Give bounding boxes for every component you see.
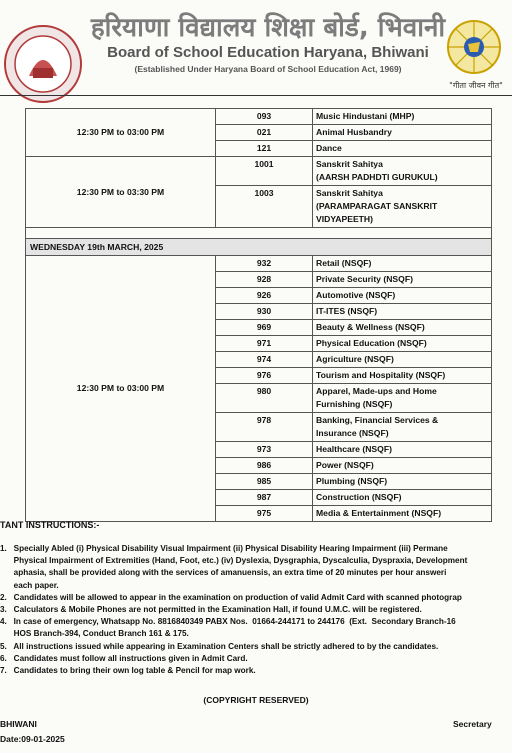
subject-code: 930	[216, 304, 313, 320]
subject-code: 978	[216, 413, 313, 442]
subject-name	[313, 490, 492, 506]
exam-schedule-table	[25, 108, 492, 522]
subject-line: Healthcare (NSQF)	[316, 444, 392, 454]
subject-code: 1001	[216, 157, 313, 186]
subject-name	[313, 157, 492, 186]
exam-date: WEDNESDAY 19th MARCH, 2025	[26, 239, 492, 256]
subject-line: Banking, Financial Services &	[316, 415, 439, 425]
spacer-row	[26, 228, 492, 239]
subject-name	[313, 288, 492, 304]
instruction-line: Physical Impairment of Extremities (Hand, Foot, etc.) (iv) Dyslexia, Dysgraphia, Dyscalculia, Dyspraxia, Development	[0, 556, 468, 566]
instruction-line: 6. Candidates must follow all instructions given in Admit Card.	[0, 653, 248, 663]
subject-name	[313, 442, 492, 458]
time-cell: 12:30 PM to 03:30 PM	[26, 157, 216, 228]
subject-name: Dance	[313, 141, 492, 157]
subject-line: Beauty & Wellness (NSQF)	[316, 322, 425, 332]
subject-line: (AARSH PADHDTI GURUKUL)	[316, 172, 438, 182]
subject-name	[313, 186, 492, 228]
subject-line: Insurance (NSQF)	[316, 428, 389, 438]
subject-name	[313, 368, 492, 384]
subject-line: Power (NSQF)	[316, 460, 374, 470]
board-english-title: Board of School Education Haryana, Bhiwani	[107, 44, 429, 61]
subject-line: Agriculture (NSQF)	[316, 354, 394, 364]
instructions-title: TANT INSTRUCTIONS:-	[0, 520, 100, 530]
subject-name	[313, 413, 492, 442]
subject-line: Apparel, Made-ups and Home	[316, 386, 437, 396]
subject-code: 969	[216, 320, 313, 336]
day-heading-row	[26, 239, 492, 256]
subject-code: 926	[216, 288, 313, 304]
subject-name	[313, 506, 492, 522]
subject-code: 986	[216, 458, 313, 474]
time-cell: 12:30 PM to 03:00 PM	[26, 256, 216, 522]
subject-name	[313, 304, 492, 320]
subject-code: 974	[216, 352, 313, 368]
instruction-line: 4. In case of emergency, Whatsapp No. 8816840349 PABX Nos. 01664-244171 to 244176 (Ext. Secondary Branch-16	[0, 617, 456, 627]
subject-code: 928	[216, 272, 313, 288]
subject-line: Sanskrit Sahitya	[316, 159, 383, 169]
signatory: Secretary	[453, 719, 492, 729]
subject-name	[313, 336, 492, 352]
subject-line: (PARAMPARAGAT SANSKRIT	[316, 201, 438, 211]
subject-name	[313, 272, 492, 288]
subject-line: Furnishing (NSQF)	[316, 399, 393, 409]
subject-line: Sanskrit Sahitya	[316, 188, 383, 198]
instructions-list	[0, 543, 512, 677]
subject-line: Media & Entertainment (NSQF)	[316, 508, 442, 518]
subject-line: VIDYAPEETH)	[316, 214, 373, 224]
subject-code: 1003	[216, 186, 313, 228]
table-row	[26, 256, 492, 272]
time-cell: 12:30 PM to 03:00 PM	[26, 109, 216, 157]
copyright-note: (COPYRIGHT RESERVED)	[203, 695, 309, 705]
subject-line: Physical Education (NSQF)	[316, 338, 427, 348]
subject-line: Construction (NSQF)	[316, 492, 402, 502]
subject-name	[313, 352, 492, 368]
subject-code: 932	[216, 256, 313, 272]
subject-name	[313, 474, 492, 490]
table-row	[26, 157, 492, 186]
instruction-line: 2. Candidates will be allowed to appear in the examination on production of valid Admit Card with scanned photograp	[0, 592, 462, 602]
place: BHIWANI	[0, 719, 37, 729]
motto: "गीता जीवन गीत"	[449, 81, 503, 90]
gita-chariot-emblem	[438, 18, 510, 76]
subject-code: 971	[216, 336, 313, 352]
subject-code: 093	[216, 109, 313, 125]
instruction-line: 1. Specially Abled (i) Physical Disability Visual Impairment (ii) Physical Disability Hearing Impairment (iii) Permane	[0, 544, 448, 553]
subject-line: Tourism and Hospitality (NSQF)	[316, 370, 446, 380]
subject-name	[313, 384, 492, 413]
table-row	[26, 228, 492, 239]
instruction-line: 5. All instructions issued while appearing in Examination Centers shall be strictly adhered to by the candidates.	[0, 641, 439, 651]
subject-name	[313, 256, 492, 272]
subject-name	[313, 458, 492, 474]
subject-name: Animal Husbandry	[313, 125, 492, 141]
subject-name	[313, 320, 492, 336]
issue-date: Date:09-01-2025	[0, 734, 65, 744]
schedule-block-2	[26, 256, 492, 522]
board-seal-logo	[3, 24, 83, 104]
subject-code: 021	[216, 125, 313, 141]
instruction-line: 7. Candidates to bring their own log table & Pencil for map work.	[0, 666, 256, 676]
header-divider	[0, 95, 512, 96]
instruction-line: HOS Branch-394, Conduct Branch 161 & 175.	[0, 629, 189, 639]
subject-code: 975	[216, 506, 313, 522]
subject-line: IT-ITES (NSQF)	[316, 306, 378, 316]
instruction-line: each paper.	[0, 580, 59, 590]
subject-code: 973	[216, 442, 313, 458]
table-row	[26, 109, 492, 125]
instruction-line: 3. Calculators & Mobile Phones are not permitted in the Examination Hall, if found U.M.C. will be registered.	[0, 605, 422, 615]
subject-name: Music Hindustani (MHP)	[313, 109, 492, 125]
subject-line: Automotive (NSQF)	[316, 290, 396, 300]
letterhead	[0, 0, 512, 96]
subject-line: Plumbing (NSQF)	[316, 476, 388, 486]
established-note: (Established Under Haryana Board of School Education Act, 1969)	[134, 64, 402, 74]
subject-line: Private Security (NSQF)	[316, 274, 413, 284]
subject-line: Retail (NSQF)	[316, 258, 372, 268]
board-hindi-title: हरियाणा विद्यालय शिक्षा बोर्ड, भिवानी	[90, 13, 446, 43]
subject-code: 976	[216, 368, 313, 384]
subject-code: 987	[216, 490, 313, 506]
subject-code: 121	[216, 141, 313, 157]
subject-code: 980	[216, 384, 313, 413]
instruction-line: aphasia, shall be provided along with the services of amanuensis, an extra time of 20 minutes per hour answeri	[0, 568, 447, 578]
subject-code: 985	[216, 474, 313, 490]
